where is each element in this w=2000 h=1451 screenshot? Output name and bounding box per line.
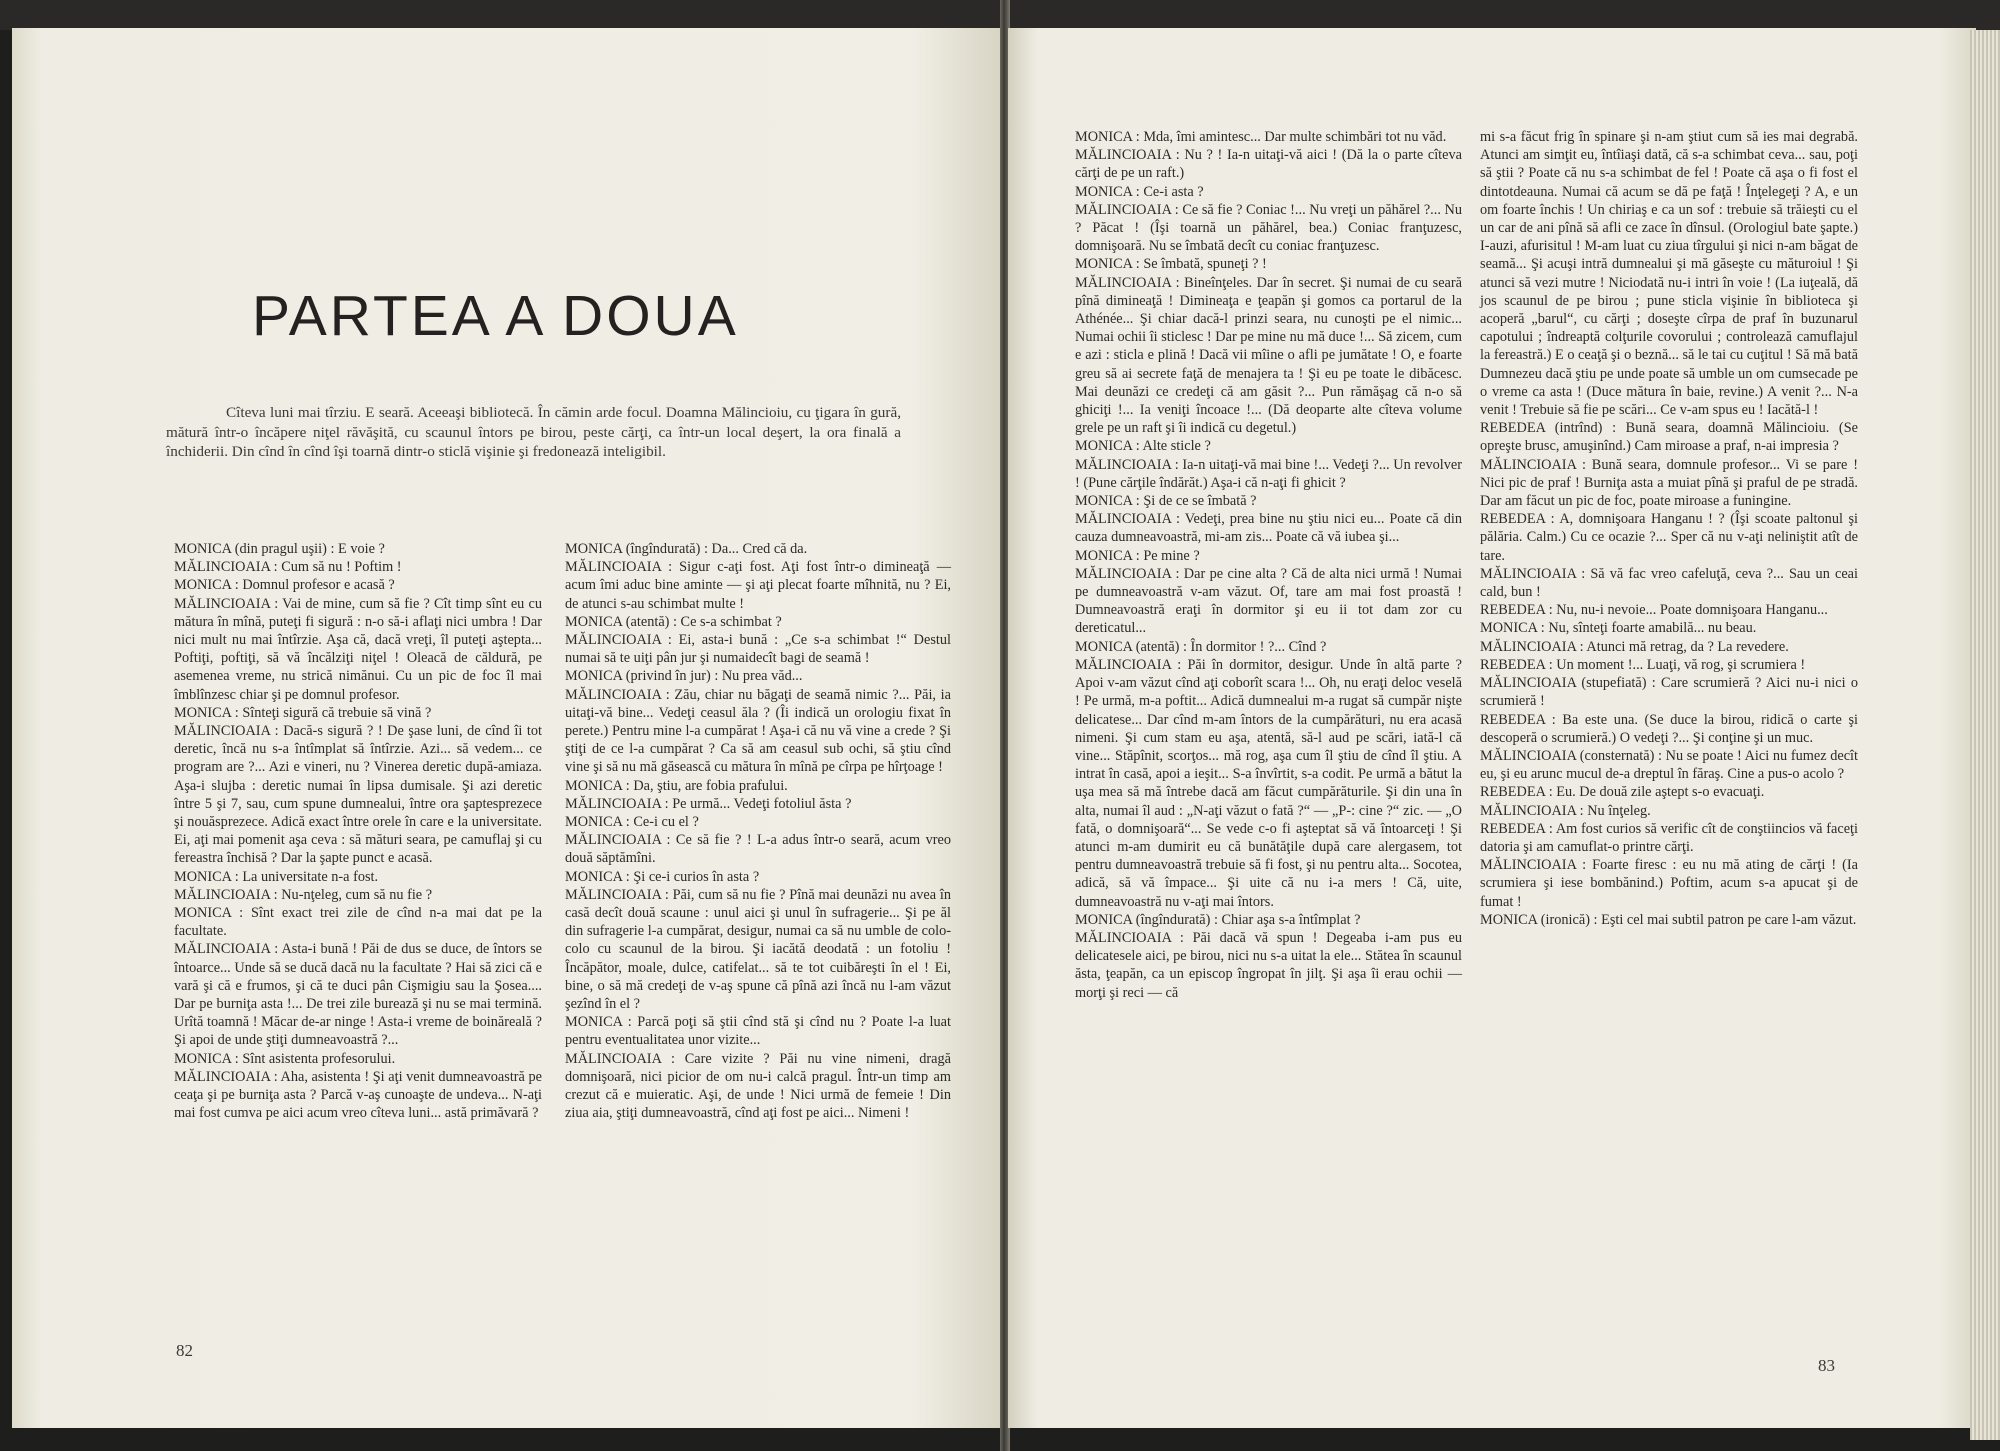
dialogue-line: MĂLINCIOAIA : Pe urmă... Vedeţi fotoliul ăsta ? [565,795,852,812]
dialogue-line: MĂLINCIOAIA : Dacă-s sigură ? ! De şase luni, de cînd îi tot deretic, încă nu s-a întîmplat să întîrzie. Azi... să vedem... ce program are ?... Azi e vineri, nu ? Vinerea deretic după-amiaza. Aşa-i slujba : deretic numai în lipsa dumisale. Şi azi deretic între 5 şi 7, sau, cum spune dumnealui, între ora şaptesprezece şi nouăsprezece. Adică exact între orele în care e la universitate. Ei, aţi mai pomenit aşa ceva : să mături seara, pe camuflaj şi cu fereastra închisă ? Dar la şapte punct e acasă. [174,723,542,867]
dialogue-line: MĂLINCIOAIA : Ia-n uitaţi-vă mai bine !... Vedeţi ?... Un revolver ! (Pune cărţile îndărăt.) Aşa-i că n-aţi fi ghicit ? [1075,456,1462,491]
dialogue-line: MONICA : Mda, îmi amintesc... Dar multe schimbări tot nu văd. [1075,129,1447,145]
dialogue-line: MONICA (atentă) : În dormitor ! ?... Cînd ? [1075,638,1327,655]
dialogue-line: MĂLINCIOAIA : Ei, asta-i bună : „Ce s-a schimbat !“ Destul numai să te uiţi pân jur şi numaidecît bagi de seamă ! [565,632,951,667]
dialogue-line: MĂLINCIOAIA : Care vizite ? Păi nu vine nimeni, dragă domnişoară, nici picior de om nu-i calcă pragul. Într-un timp am crezut că e muieratic. Aşi, de unde ! Nici urmă de femeie ! Din ziua aia, ştiţi dumneavoastră, cînd aţi fost pe aici... Nimeni ! [565,1050,951,1122]
dialogue-line: MĂLINCIOAIA : Nu ? ! Ia-n uitaţi-vă aici ! (Dă la o parte cîteva cărţi de pe un raft.) [1075,147,1462,182]
dialogue-line: REBEDEA : Nu, nu-i nevoie... Poate domnişoara Hanganu... [1480,602,1828,619]
page-edges [1970,30,2000,1440]
dialogue-line: MONICA : Sînteţi sigură că trebuie să vină ? [174,704,432,721]
dialogue-line: MONICA (atentă) : Ce s-a schimbat ? [565,613,782,630]
dialogue-line: MĂLINCIOAIA : Sigur c-aţi fost. Aţi fost într-o dimineaţă — acum îmi aduc bine aminte — şi aţi plecat foarte mîhnită, nu ? Ei, de atunci s-au schimbat multe ! [565,559,951,612]
dialogue-line: MONICA (îngîndurată) : Da... Cred că da. [565,541,808,557]
part-title: PARTEA A DOUA [252,284,739,348]
dialogue-line: REBEDEA : Un moment !... Luaţi, vă rog, şi scrumiera ! [1480,656,1806,673]
right-page-column-1 [1075,128,1462,1002]
dialogue-line: MĂLINCIOAIA : Păi dacă vă spun ! Degeaba i-am pus eu delicatesele aici, pe birou, nici nu s-a uitat la ele... Stătea în scaunul ăsta, ţeapăn, ca un episcop îngropat în jilţ. Şi aşa îi erau ochii — morţi şi reci — că [1075,929,1462,1001]
dialogue-line: MĂLINCIOAIA (stupefiată) : Care scrumieră ? Aici nu-i nici o scrumieră ! [1480,675,1858,710]
dialogue-line: MONICA : Alte sticle ? [1075,438,1211,455]
dialogue-line: MĂLINCIOAIA : Atunci mă retrag, da ? La revedere. [1480,638,1789,655]
left-page [12,28,1002,1428]
dialogue-line: MĂLINCIOAIA (consternată) : Nu se poate ! Aici nu fumez decît eu, şi eu arunc mucul de-a dreptul în făraş. Cine a pus-o acolo ? [1480,747,1858,783]
dialogue-line: MĂLINCIOAIA : Aha, asistenta ! Şi aţi venit dumneavoastră pe ceaţa şi pe burniţa asta ? Parcă v-aş cunoaşte de undeva... N-aţi mai fost cumva pe aici acum vreo cîteva luni... astă primăvară ? [174,1068,542,1122]
dialogue-line: MĂLINCIOAIA : Dar pe cine alta ? Că de alta nici urmă ! Numai pe dumneavoastră v-am văzut. Of, tare am mai fost proastă ! Dumneavoastră eraţi în dormitor şi eu ii tot dam zor cu dereticatul... [1075,565,1462,637]
dialogue-line: MĂLINCIOAIA : Să vă fac vreo cafeluţă, ceva ?... Sau un ceai cald, bun ! [1480,565,1858,601]
dialogue-line: MONICA : La universitate n-a fost. [174,868,379,885]
dialogue-line: MONICA : Da, ştiu, are fobia prafului. [565,777,788,794]
dialogue-line: MĂLINCIOAIA : Nu-nţeleg, cum să nu fie ? [174,886,433,903]
dialogue-line: MONICA : Şi de ce se îmbată ? [1075,493,1257,510]
dialogue-line: MĂLINCIOAIA : Vedeţi, prea bine nu ştiu nici eu... Poate că din cauza dumneavoastră, mi-am zis... Poate că vă iubea şi... [1075,511,1462,546]
dialogue-line: REBEDEA : A, domnişoara Hanganu ! ? (Îşi scoate paltonul şi pălăria. Calm.) Cu ce ocazie ?... Sper că nu v-aţi neliniştit atît de tare. [1480,511,1858,564]
dialogue-line: REBEDEA : Eu. De două zile aştept s-o evacuaţi. [1480,784,1765,801]
dialogue-line: MĂLINCIOAIA : Păi în dormitor, desigur. Unde în altă parte ? Apoi v-am văzut cînd aţi coborît scara !... Oh, nu eraţi deloc veselă ! Pe urmă, m-a poftit... Adică dumnealui m-a rugat să cumpăr nişte delicatese... Dar cînd m-am întors de la cumpărături, nu era acasă nimeni. Şi cum stam eu aşa, atentă, să-l aud pe scări, iată-l că vine... Stăpînit, scorţos... mă rog, aşa cum îl ştiu de cînd îl ştiu. A intrat în casă, apoi a ieşit... S-a învîrtit, s-a codit. Pe urmă a bătut la uşa mea să mă întrebe dacă am făcut cumpărăturile. Şi din una în alta, numai îl aud : „N-aţi văzut o fată ?“ — „P-: cine ?“ zic. — „O fată, o domnişoară“... Se vede c-o fi aşteptat să vă întoarceţi ! Şi atunci m-am dumirit eu că bunătăţile după care alergasem, tot pentru dumneavoastră trebuie să fi fost, şi nu pentru alta... Socotea, adică, să vă împace... Şi uite că nu i-a mers ! Că, uite, dumneavoastră nu v-aţi mai întors. [1075,656,1462,910]
page-number-right: 83 [1818,1356,1835,1375]
dialogue-line: MĂLINCIOAIA : Nu înţeleg. [1480,802,1651,819]
dialogue-line: MĂLINCIOAIA : Ce să fie ? ! L-a adus într-o seară, acum vreo două săptămîni. [565,832,951,867]
dialogue-line: REBEDEA (intrînd) : Bună seara, doamnă Mălincioiu. (Se opreşte brusc, amuşinînd.) Cam miroase a praf, n-ai impresia ? [1480,420,1858,455]
dialogue-line: MONICA : Parcă poţi să ştii cînd stă şi cînd nu ? Poate l-a luat pentru eventualitatea unor vizite... [565,1014,951,1049]
dialogue-line: MĂLINCIOAIA : Ce să fie ? Coniac !... Nu vreţi un păhărel ?... Nu ? Păcat ! (Îşi toarnă un păhărel, bea.) Coniac franţuzesc, domnişoară. Nu se îmbată decît cu coniac franţuzesc. [1075,201,1462,255]
left-page-column-1 [174,540,542,1123]
dialogue-line: MONICA (îngîndurată) : Chiar aşa s-a întîmplat ? [1075,911,1361,928]
left-page-column-2 [565,540,951,1123]
right-page-column-2 [1480,128,1858,929]
dialogue-line: MONICA : Domnul profesor e acasă ? [174,577,395,594]
dialogue-line: MĂLINCIOAIA : Păi, cum să nu fie ? Pînă mai deunăzi nu avea în casă decît două scaune : unul aici şi unul în sufragerie... Şi pe ăl din sufragerie l-a cumpărat, desigur, numai ca să nu umble de colo-colo cu scaunul de la birou. Şi iacătă deodată : un fotoliu ! Încăpător, moale, dulce, catifelat... să te tot cuibăreşti în el ! Ei, bine, o să mă credeţi de v-aş spune că pînă azi încă nu l-am văzut şezînd în el ? [565,886,951,1013]
dialogue-line: MONICA : Ce-i cu el ? [565,814,699,831]
dialogue-line: MĂLINCIOAIA : Vai de mine, cum să fie ? Cît timp sînt eu cu mătura în mînă, puteţi fi sigură : n-o să-i aflaţi nici umbra ! Dar nici mult nu mai întîrzie. Aşa că, dacă vreţi, îl puteţi aştepta... Poftiţi, poftiţi, să vă încălziţi niţel ! Oleacă de căldură, pe asemenea vreme, nu strică nimănui. Cu un pic de foc îl mai îmblînzesc chiar şi pe domnul profesor. [174,595,542,703]
dialogue-line: MONICA : Ce-i asta ? [1075,183,1204,200]
dialogue-line: MONICA (ironică) : Eşti cel mai subtil patron pe care l-am văzut. [1480,911,1857,928]
dialogue-line: MONICA : Şi ce-i curios în asta ? [565,868,760,885]
dialogue-line: MĂLINCIOAIA : Bineînţeles. Dar în secret. Şi numai de cu seară pînă dimineaţă ! Dimineaţa e ţeapăn şi gomos ca portarul de la Athénée... Şi chiar dacă-l prinzi seara, nu cunoşti pe el nimic... Numai ochii îi sticlesc ! Dar pe mine nu mă duce !... Să zicem, cum e azi : sticla e plină ! Dacă vii mîine o afli pe jumătate ! O, e foarte greu să ai secrete faţă de menajera ta ! Şi eu pe toate le dibăcesc. Mai deunăzi ce credeţi că am găsit ?... Pun rămăşag că n-o să ghiciţi !... Ia veniţi încoace !... (Dă deoparte alte cîteva volume grele pe un raft şi îi indică cu degetul.) [1075,274,1462,437]
dialogue-line: MONICA : Nu, sînteţi foarte amabilă... nu beau. [1480,620,1757,637]
dialogue-line: MONICA : Sînt exact trei zile de cînd n-a mai dat pe la facultate. [174,905,542,940]
dialogue-line: MĂLINCIOAIA : Zău, chiar nu băgaţi de seamă nimic ?... Păi, ia uitaţi-vă bine... Vedeţi ceasul ăla ? (Îi indică un orologiu fixat în perete.) Pentru mine l-a cumpărat ! Aşa-i că nu vă vine a crede ? Şi ştiţi de ce l-a cumpărat ? Ca să am ceasul sub ochi, să ştiu cînd vine şi să nu mă găsească cu mătura în mînă pe cîrpa pe hîrţoage ! [565,686,951,776]
dialogue-line: MONICA : Se îmbată, spuneţi ? ! [1075,256,1267,273]
dialogue-line: MONICA : Sînt asistenta profesorului. [174,1050,396,1067]
page-number-left: 82 [176,1341,193,1360]
dialogue-line: MONICA (din pragul uşii) : E voie ? [174,541,385,557]
stage-direction-intro: Cîteva luni mai tîrziu. E seară. Aceeaşi bibliotecă. În cămin arde focul. Doamna Mălincioiu, cu ţigara în gură, mătură într-o încăpere niţel răvăşită, cu scaunul întors pe birou, peste cărţi, ca într-un local deşert, la ora finală a închiderii. Din cînd în cînd îşi toarnă dintr-o sticlă vişinie şi fredonează inteligibil. [166,404,901,460]
right-page [1008,28,1976,1428]
dialogue-line: MONICA (privind în jur) : Nu prea văd... [565,668,803,685]
dialogue-line: MĂLINCIOAIA : Asta-i bună ! Păi de dus se duce, de întors se întoarce... Unde să se ducă dacă nu la facultate ? Hai să zici că e vară şi că e frumos, şi că te duci pân Cişmigiu sau la Şosea.... Dar pe burniţa asta !... De trei zile burează şi nu se mai termină. Urîtă toamnă ! Măcar de-ar ninge ! Asta-i vreme de boinăreală ? Şi apoi de unde ştiţi dumneavoastră ?... [174,941,542,1049]
dialogue-line: REBEDEA : Am fost curios să verific cît de conştiincios vă faceţi datoria şi am camuflat-o printre cărţi. [1480,820,1858,855]
dialogue-line: MĂLINCIOAIA : Bună seara, domnule profesor... Vi se pare ! Nici pic de praf ! Burniţa asta a muiat pînă şi praful de pe stradă. Dar am făcut un pic de foc, poate miroase a funingine. [1480,456,1858,510]
dialogue-line: MĂLINCIOAIA : Cum să nu ! Poftim ! [174,559,402,576]
dialogue-line: mi s-a făcut frig în spinare şi n-am ştiut cum să ies mai degrabă. Atunci am simţit eu, întîiaşi dată, că s-a schimbat ceva... sau, poţi să ştii ? Poate că nu s-a schimbat de fel ! Poate că aşa o fi fost el dintotdeauna. Numai că acum se dă pe faţă ! Înţelegeţi ? A, e un om foarte închis ! Un chiriaş e ca un sof : trebuie să trăieşti cu el un car de ani pînă să afli ce zace în dînsul. (Orologiul bate şapte.) I-auzi, afurisitul ! M-am luat cu ziua tîrgului şi nici n-am băgat de seamă... Şi acuşi intră dumnealui şi mă găseşte cu măturoiul ! Şi atunci să vezi mutre ! Niciodată nu-i intri în voie ! (La iuţeală, dă jos scaunul de pe birou ; pune sticla vişinie în biblioteca şi acoperă „barul“, cu cărţi ; doseşte cîrpa de praf în buzunarul capotului ; îndreaptă colţurile covorului ; controlează camuflajul la fereastră.) E o ceaţă şi o beznă... să le tai cu cuţitul ! Să mă bată Dumnezeu dacă ştiu pe unde poate să umble un om cumsecade pe o vreme ca asta ! (Duce mătura în baie, revine.) A venit ?... N-a venit ! Trebuie să fie pe scări... Ce v-am spus eu ! Iacătă-l ! [1480,129,1858,419]
dialogue-line: REBEDEA : Ba este una. (Se duce la birou, ridică o carte şi descoperă o scrumieră.) O vedeţi ?... Şi conţine şi un muc. [1480,711,1858,746]
dialogue-line: MONICA : Pe mine ? [1075,547,1200,564]
dialogue-line: MĂLINCIOAIA : Foarte firesc : eu nu mă ating de cărţi ! (Ia scrumiera şi iese bombănind.) Poftim, acum s-a apucat şi de fumat ! [1480,857,1858,910]
